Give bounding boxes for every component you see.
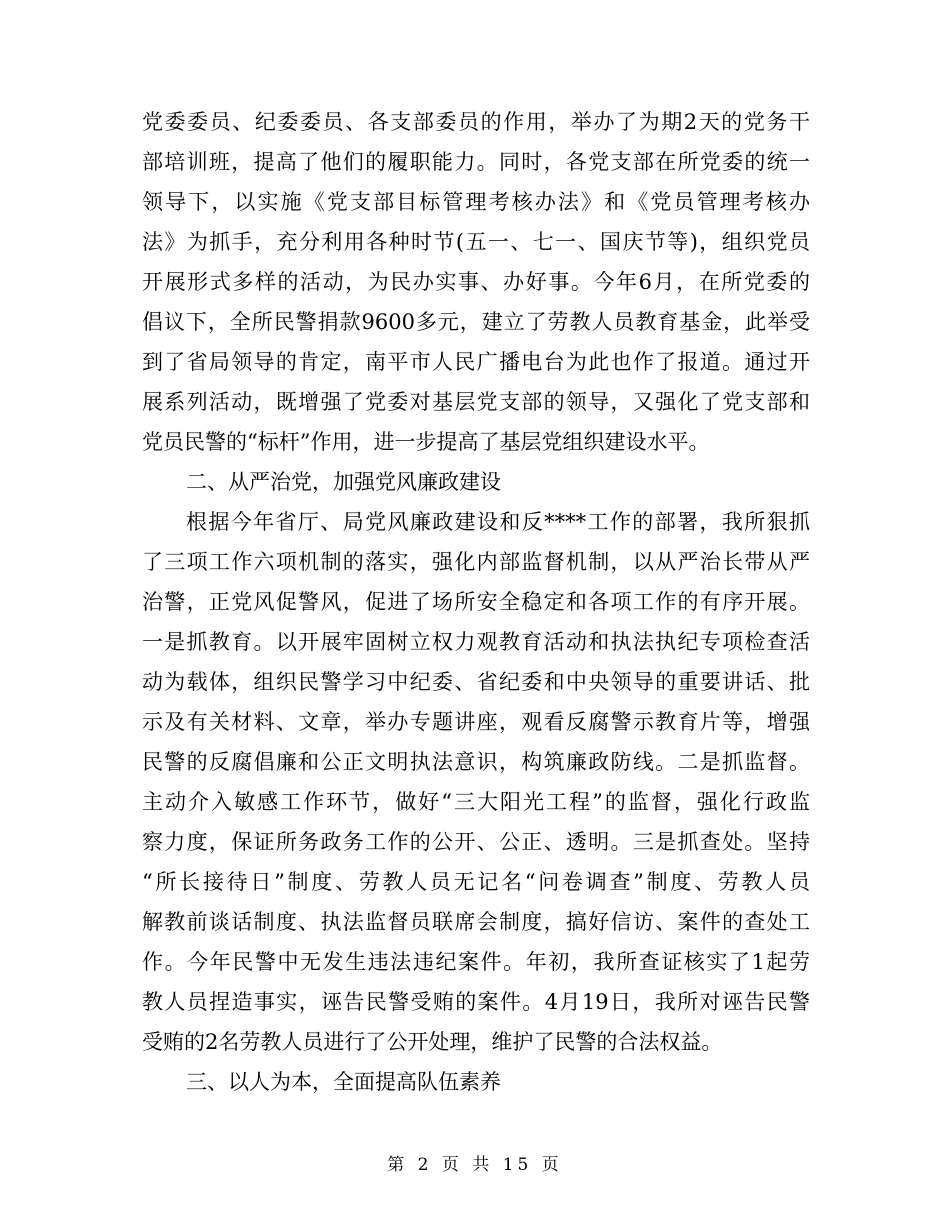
section-heading: 三、以人为本，全面提高队伍素养 (186, 1070, 501, 1094)
paragraph-line: 领导下，以实施《党支部目标管理考核办法》和《党员管理考核办 (142, 190, 810, 214)
paragraph-line: 部培训班，提高了他们的履职能力。同时，各党支部在所党委的统一 (142, 150, 810, 174)
paragraph-line: 治警，正党风促警风，促进了场所安全稳定和各项工作的有序开展。 (142, 590, 810, 614)
paragraph-line: 主动介入敏感工作环节，做好“三大阳光工程”的监督，强化行政监 (142, 790, 810, 814)
section-heading: 二、从严治党，加强党风廉政建设 (186, 470, 501, 494)
page-footer: 第 2 页 共 15 页 (387, 1155, 563, 1175)
paragraph-line: 作。今年民警中无发生违法违纪案件。年初，我所查证核实了1起劳 (142, 950, 810, 974)
paragraph-line: 到了省局领导的肯定，南平市人民广播电台为此也作了报道。通过开 (142, 350, 810, 374)
paragraph-line: 党员民警的“标杆”作用，进一步提高了基层党组织建设水平。 (142, 430, 710, 454)
paragraph-line: 动为载体，组织民警学习中纪委、省纪委和中央领导的重要讲话、批 (142, 670, 810, 694)
paragraph-line: 一是抓教育。以开展牢固树立权力观教育活动和执法执纪专项检查活 (142, 630, 810, 654)
paragraph-line: 展系列活动，既增强了党委对基层党支部的领导，又强化了党支部和 (142, 390, 810, 414)
paragraph-line: 示及有关材料、文章，举办专题讲座，观看反腐警示教育片等，增强 (142, 710, 810, 734)
paragraph-line: 了三项工作六项机制的落实，强化内部监督机制，以从严治长带从严 (142, 550, 810, 574)
paragraph-line: 法》为抓手，充分利用各种时节(五一、七一、国庆节等)，组织党员 (142, 230, 810, 254)
paragraph-line: 教人员捏造事实，诬告民警受贿的案件。4月19日，我所对诬告民警 (142, 990, 810, 1014)
paragraph-line: 受贿的2名劳教人员进行了公开处理，维护了民警的合法权益。 (142, 1030, 723, 1054)
paragraph-line: 解教前谈话制度、执法监督员联席会制度，搞好信访、案件的查处工 (142, 910, 810, 934)
paragraph-line: 倡议下，全所民警捐款9600多元，建立了劳教人员教育基金，此举受 (142, 310, 810, 334)
paragraph-line: 民警的反腐倡廉和公正文明执法意识，构筑廉政防线。二是抓监督。 (142, 750, 810, 774)
paragraph-line: 察力度，保证所务政务工作的公开、公正、透明。三是抓查处。坚持 (142, 830, 810, 854)
paragraph-line: 开展形式多样的活动，为民办实事、办好事。今年6月，在所党委的 (142, 270, 810, 294)
paragraph-line: “所长接待日”制度、劳教人员无记名“问卷调查”制度、劳教人员 (142, 870, 810, 894)
document-body (142, 102, 810, 1102)
paragraph-line: 根据今年省厅、局党风廉政建设和反****工作的部署，我所狠抓 (186, 510, 810, 534)
paragraph-line: 党委委员、纪委委员、各支部委员的作用，举办了为期2天的党务干 (142, 110, 810, 134)
